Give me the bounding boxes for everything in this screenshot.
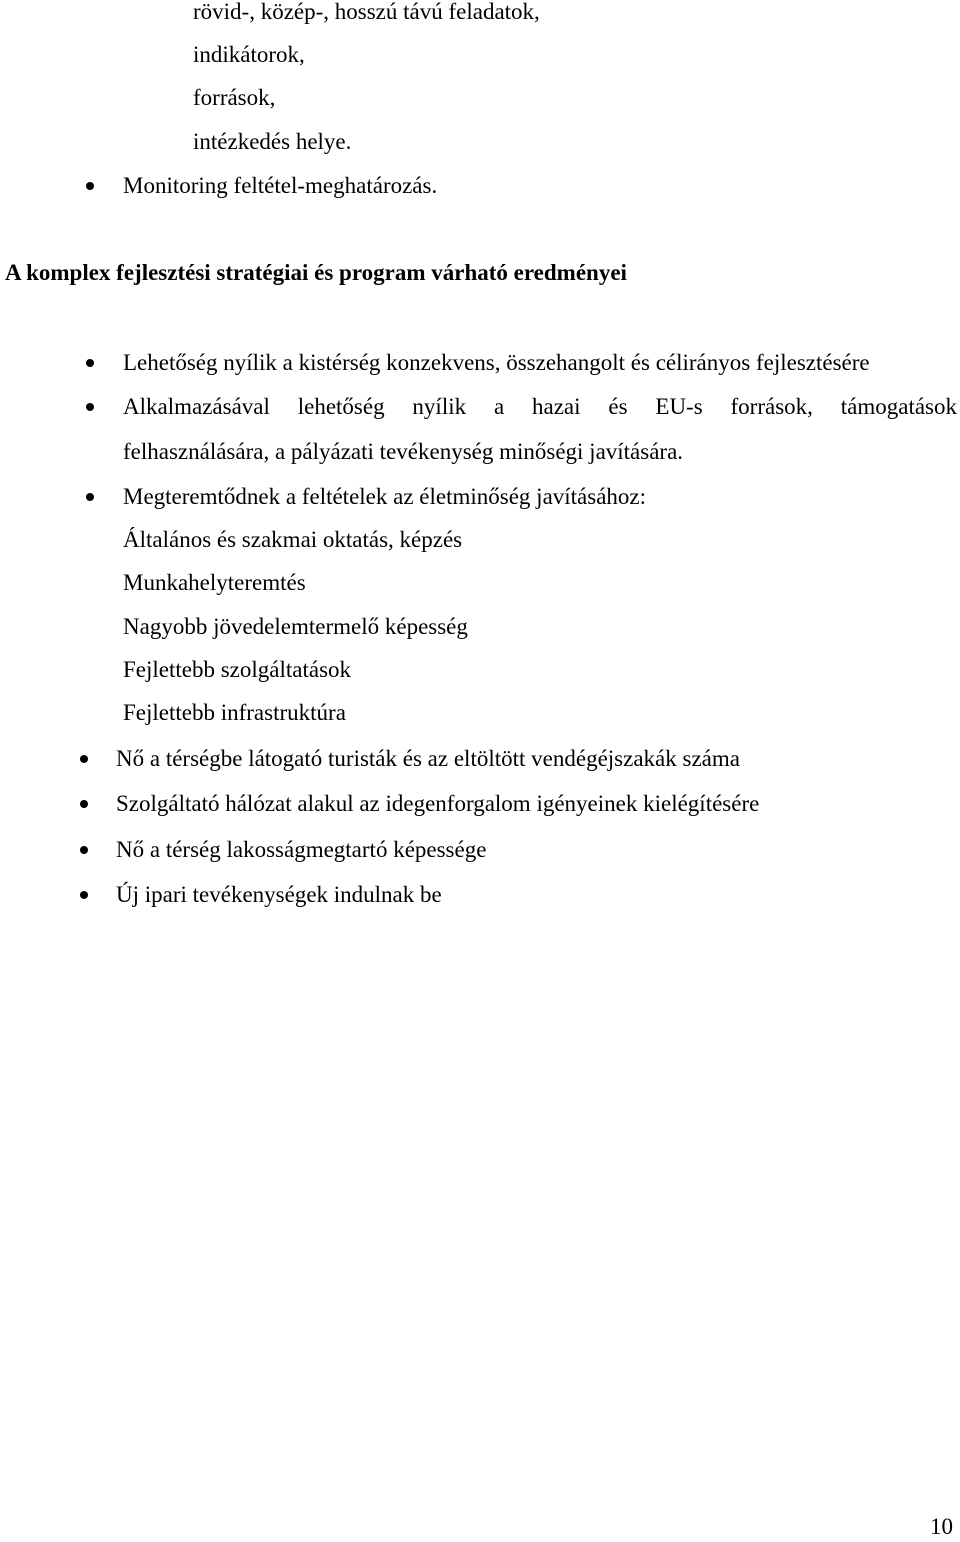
sublist-item-indicators: indikátorok, (193, 42, 305, 67)
list-item-result-6: Nő a térség lakosságmegtartó képessége (116, 837, 487, 862)
sub-item-job-creation: Munkahelyteremtés (123, 570, 306, 595)
bullet-icon (80, 800, 88, 808)
bullet-icon (86, 493, 94, 501)
bullet-icon (86, 403, 94, 411)
list-item-result-7: Új ipari tevékenységek indulnak be (116, 882, 442, 907)
sublist-item-tasks: rövid-, közép-, hosszú távú feladatok, (193, 0, 540, 24)
list-item-result-3: Megteremtődnek a feltételek az életminőség javításához: (123, 484, 647, 509)
list-item-result-2-line1: Alkalmazásával lehetőség nyílik a hazai és EU-s források, támogatások (123, 394, 957, 419)
sub-item-services: Fejlettebb szolgáltatások (123, 657, 352, 682)
section-heading: A komplex fejlesztési stratégiai és program várható eredményei (5, 260, 627, 285)
list-item-result-4: Nő a térségbe látogató turisták és az eltöltött vendégéjszakák száma (116, 746, 740, 771)
bullet-icon (80, 846, 88, 854)
sublist-item-sources: források, (193, 85, 276, 110)
sublist-item-location: intézkedés helye. (193, 129, 352, 154)
list-item-result-2-line2: felhasználására, a pályázati tevékenység minőségi javítására. (123, 439, 684, 464)
sub-item-education: Általános és szakmai oktatás, képzés (123, 527, 463, 552)
bullet-icon (86, 359, 94, 367)
sub-item-infrastructure: Fejlettebb infrastruktúra (123, 700, 346, 725)
page-number: 10 (930, 1514, 953, 1539)
sub-item-income: Nagyobb jövedelemtermelő képesség (123, 614, 468, 639)
list-item-monitoring: Monitoring feltétel-meghatározás. (123, 173, 438, 198)
bullet-icon (80, 891, 88, 899)
list-item-result-5: Szolgáltató hálózat alakul az idegenforgalom igényeinek kielégítésére (116, 791, 760, 816)
bullet-icon (80, 755, 88, 763)
list-item-result-1: Lehetőség nyílik a kistérség konzekvens, összehangolt és célirányos fejlesztésére (123, 350, 870, 375)
bullet-icon (86, 182, 94, 190)
